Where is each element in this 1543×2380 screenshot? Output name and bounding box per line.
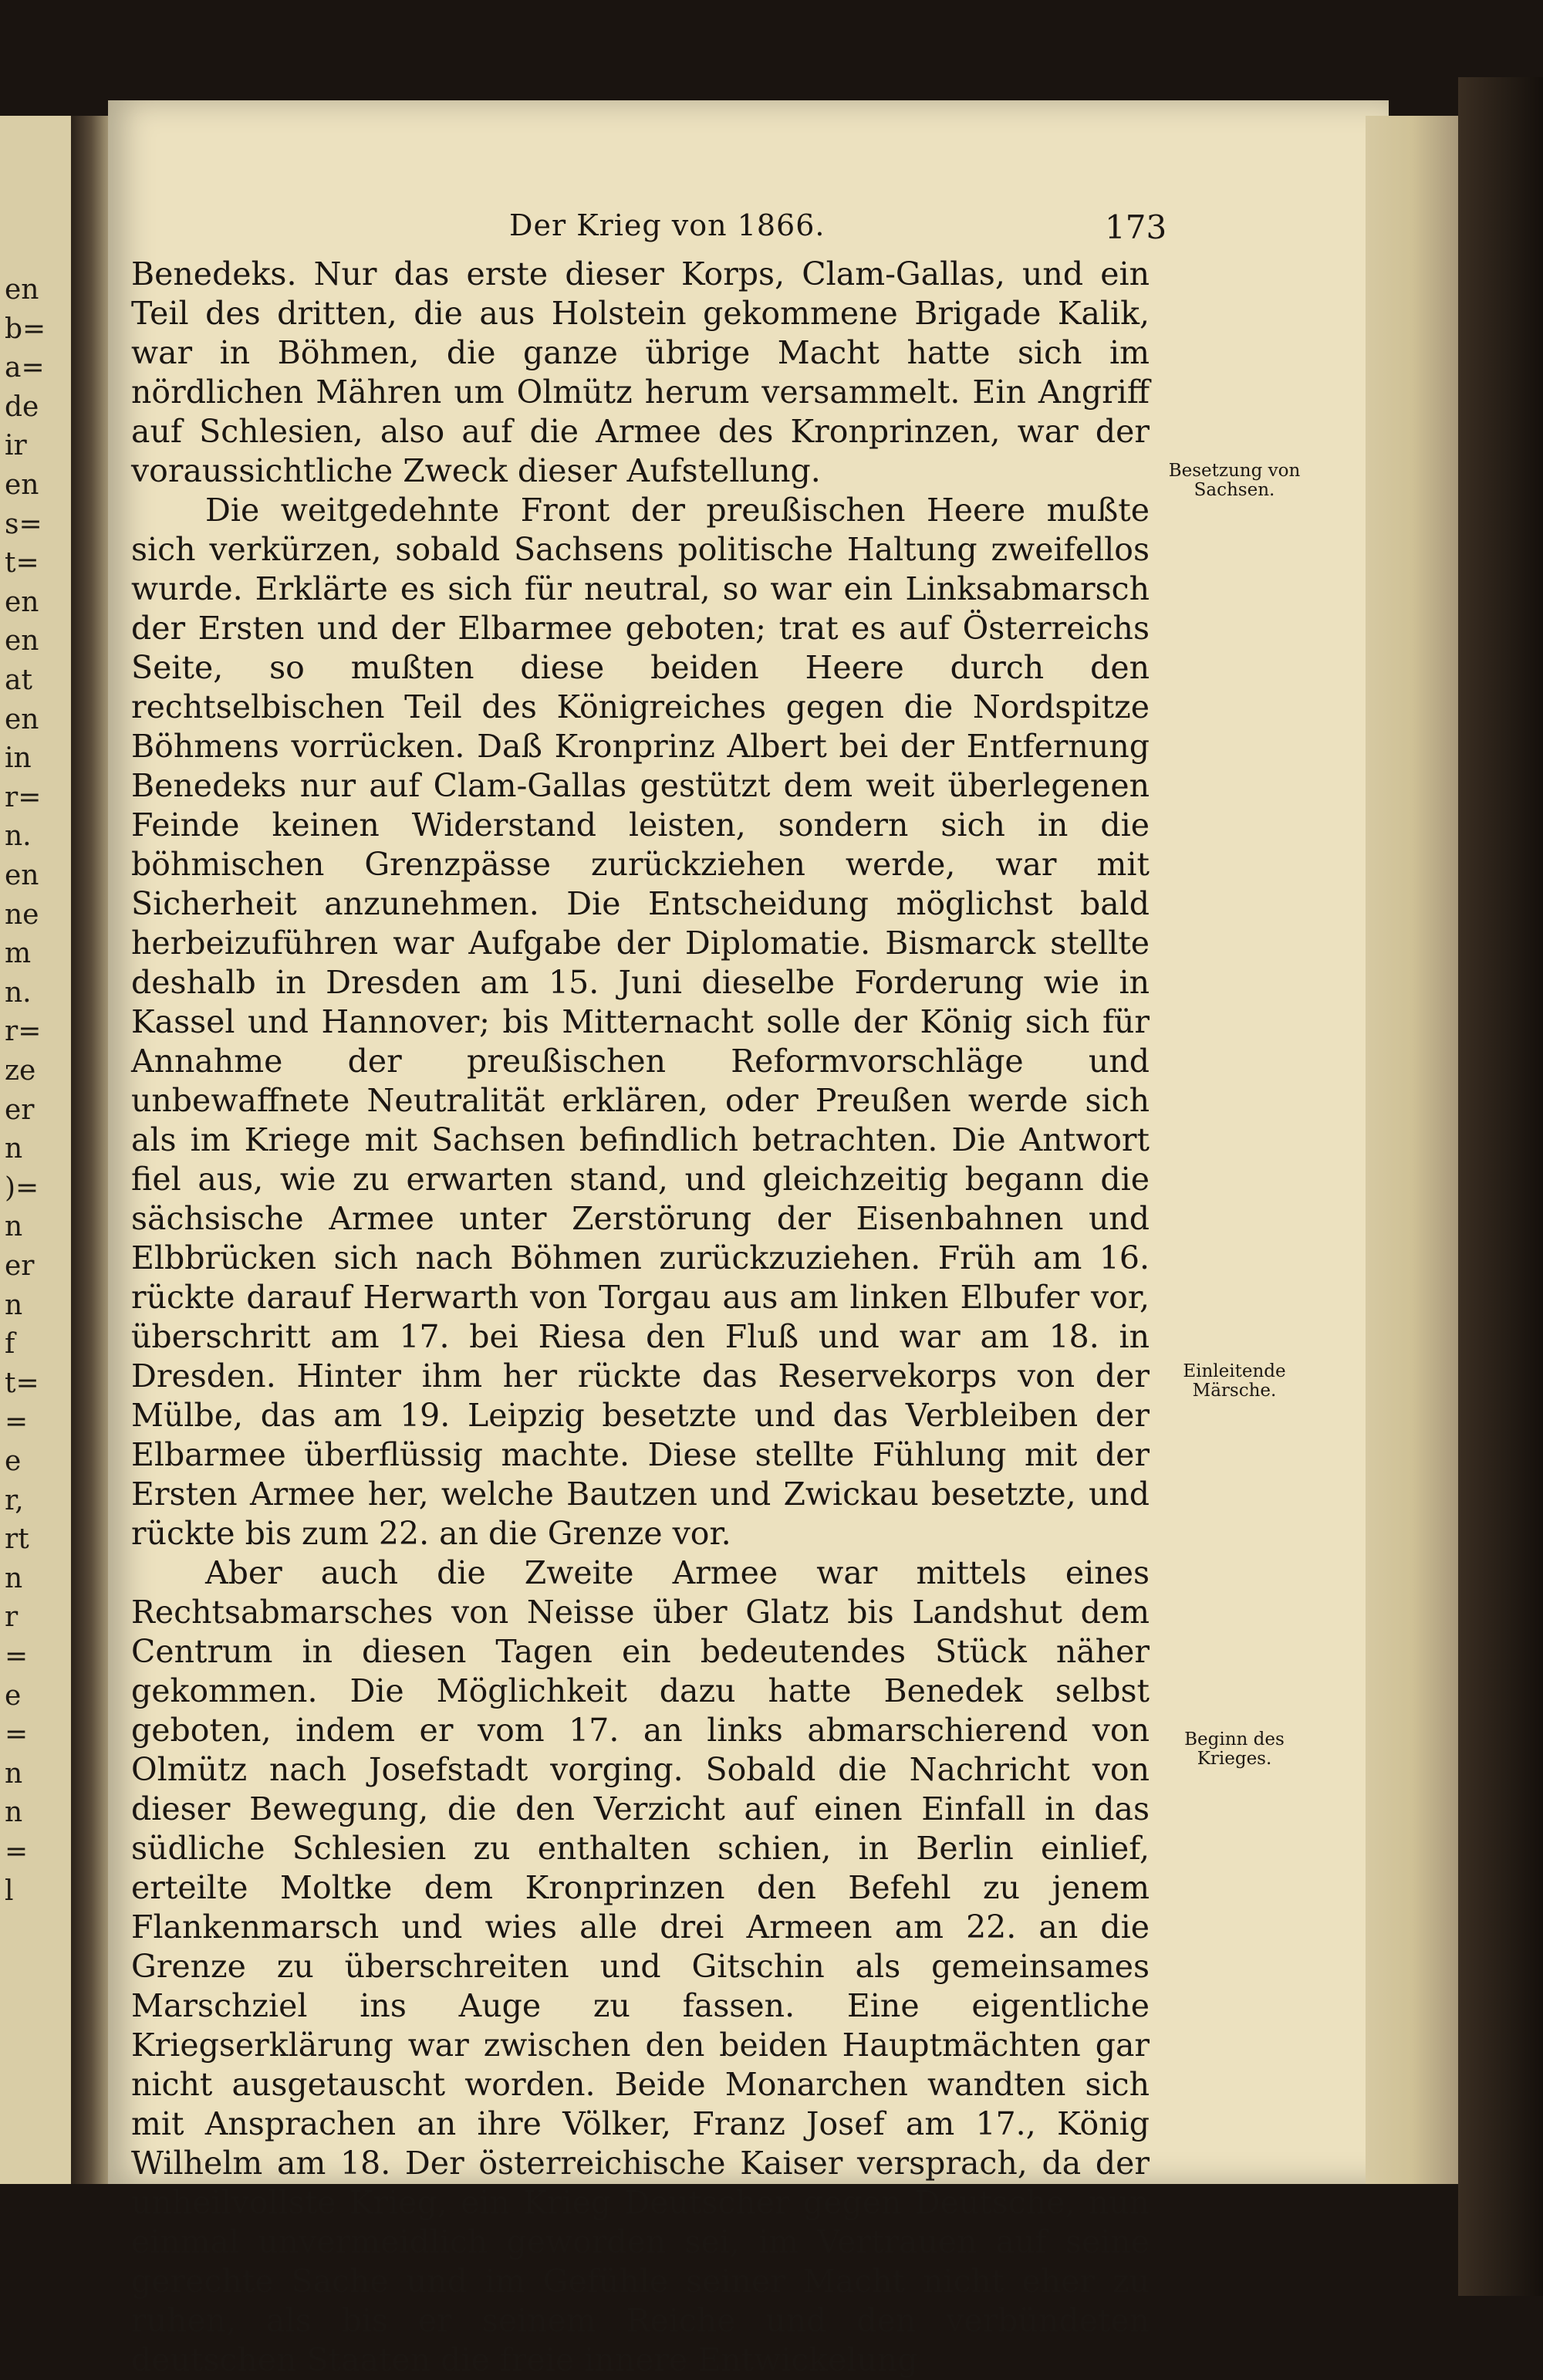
book-cover-edge: [1458, 77, 1543, 2296]
left-page-fragment: l: [5, 1875, 14, 1907]
body-text: [131, 255, 1150, 2380]
left-page-fragment: t=: [5, 1367, 39, 1399]
left-page-fragment: =: [5, 1719, 29, 1751]
paragraph: Aber auch die Zweite Armee war mittels eines Rechtsabmarsches von Neisse über Glatz bis Landshut dem Centrum in diesen Tagen ein bedeutendes Stück näher gekommen. Die Möglichkeit dazu hatte Benedek selbst geboten, indem er vom 17. an links abmarschierend von Olmütz nach Josefstadt vorging. Sobald die Nachricht von dieser Bewegung, die den Verzicht auf einen Einfall in das südliche Schlesien zu enthalten schien, in Berlin einlief, erteilte Moltke dem Kronprinzen den Befehl zu jenem Flankenmarsch und wies alle drei Armeen am 22. an die Grenze zu überschreiten und Gitschin als gemeinsames Marschziel ins Auge zu fassen. Eine eigentliche Kriegserklärung war zwischen den beiden Hauptmächten gar nicht ausgetauscht worden. Beide Monarchen wandten sich mit Ansprachen an ihre Völker, Franz Josef am 17., König Wilhelm am 18. Der österreichische Kaiser versprach, da der unheilvollste Krieg, ein Krieg Deutscher gegen Deutsche, nun einmal unvermeidlich geworden sei, im Vertrauen auf seine gerechte Sache und im Gefühle seiner Macht nicht eher zu ruhen, als bis er seinem Reiche und den verbündeten deutschen Staaten die freie innere Entwickelung: [131, 1554, 1150, 2378]
left-page-fragment: er: [5, 1094, 35, 1126]
left-page-fragment: en: [5, 274, 39, 306]
left-page-fragment: e: [5, 1679, 22, 1712]
next-page-edge: [1366, 116, 1458, 2184]
left-page-fragment: b=: [5, 313, 46, 345]
left-page-fragment: n: [5, 1757, 23, 1790]
left-page-fragment: s=: [5, 508, 42, 540]
margin-note-beginn: Beginn des Krieges.: [1184, 1729, 1285, 1769]
left-page-fragment: n: [5, 1797, 23, 1829]
left-page-fragment: m: [5, 938, 32, 970]
left-page-fragment: n: [5, 1562, 23, 1594]
left-page-fragment: r=: [5, 1016, 42, 1048]
left-page-fragment: er: [5, 1250, 35, 1282]
left-page-fragment: ne: [5, 898, 39, 931]
left-page-fragment: n: [5, 1133, 23, 1165]
margin-note-besetzung: Besetzung von Sachsen.: [1168, 461, 1301, 500]
left-page-fragment: en: [5, 469, 39, 501]
left-page-fragment: en: [5, 860, 39, 891]
left-page-edge: [0, 116, 71, 2184]
left-page-fragment: ze: [5, 1055, 36, 1087]
left-page-fragment: en: [5, 703, 39, 735]
left-page-fragment: in: [5, 742, 32, 775]
left-page-fragment: ir: [5, 430, 27, 462]
left-page-fragment: en: [5, 625, 39, 658]
left-page-fragment: at: [5, 664, 32, 696]
left-page-fragment: =: [5, 1641, 29, 1672]
left-page-fragment: n.: [5, 976, 32, 1009]
left-page-fragment: n: [5, 1289, 23, 1321]
left-page-fragment: r,: [5, 1484, 24, 1516]
left-page-fragment: r=: [5, 781, 42, 813]
left-page-fragment: e: [5, 1445, 22, 1477]
paragraph: Die weitgedehnte Front der preußischen Heere mußte sich verkürzen, sobald Sachsens politische Haltung zweifellos wurde. Erklärte es sich für neutral, so war ein Linksabmarsch der Ersten und der Elbarmee geboten; trat es auf Österreichs Seite, so mußten diese beiden Heere durch den rechtselbischen Teil des Königreiches gegen die Nordspitze Böhmens vorrücken. Daß Kronprinz Albert bei der Entfernung Benedeks nur auf Clam-Gallas gestützt dem weit überlegenen Feinde keinen Widerstand leisten, sondern sich in die böhmischen Grenzpässe zurückziehen werde, war mit Sicherheit anzunehmen. Die Entscheidung möglichst bald herbeizuführen war Aufgabe der Diplomatie. Bismarck stellte deshalb in Dresden am 15. Juni dieselbe Forderung wie in Kassel und Hannover; bis Mitternacht solle der König sich für Annahme der preußischen Reformvorschläge und unbewaffnete Neutralität erklären, oder Preußen werde sich als im Kriege mit Sachsen befindlich betrachten. Die Antwort fiel aus, wie zu erwarten stand, und gleichzeitig begann die sächsische Armee unter Zerstörung der Eisenbahnen und Elbbrücken sich nach Böhmen zurückzuziehen. Früh am 16. rückte darauf Herwarth von Torgau aus am linken Elbufer vor, überschritt am 17. bei Riesa den Fluß und war am 18. in Dresden. Hinter ihm her rückte das Reservekorps von der Mülbe, das am 19. Leipzig besetzte und das Verbleiben der Elbarmee überflüssig machte. Diese stellte Fühlung mit der Ersten Armee her, welche Bautzen und Zwickau besetzte, und rückte bis zum 22. an die Grenze vor.: [131, 492, 1150, 1552]
left-page-fragment: rt: [5, 1523, 29, 1556]
left-page-fragment: n.: [5, 820, 32, 853]
paragraph: Benedeks. Nur das erste dieser Korps, Clam-Gallas, und ein Teil des dritten, die aus Holstein gekommene Brigade Kalik, war in Böhmen, die ganze übrige Macht hatte sich im nördlichen Mähren um Olmütz herum versammelt. Ein Angriff auf Schlesien, also auf die Armee des Kronprinzen, war der voraussichtliche Zweck dieser Aufstellung.: [131, 255, 1150, 489]
running-title: Der Krieg von 1866.: [509, 208, 826, 242]
left-page-fragment: f: [5, 1328, 15, 1361]
left-page-fragment: a=: [5, 352, 45, 384]
left-page-fragment: en: [5, 586, 39, 618]
left-page-fragment: r: [5, 1601, 19, 1634]
left-page-fragment: =: [5, 1836, 29, 1868]
left-page-fragment: n: [5, 1211, 23, 1243]
left-page-fragment: =: [5, 1406, 29, 1438]
left-page-fragment: t=: [5, 547, 39, 580]
margin-note-einleitende: Einleitende Märsche.: [1183, 1361, 1286, 1401]
left-page-fragment: de: [5, 390, 39, 423]
page-number: 173: [1105, 208, 1167, 246]
left-page-fragment: )=: [5, 1171, 39, 1204]
